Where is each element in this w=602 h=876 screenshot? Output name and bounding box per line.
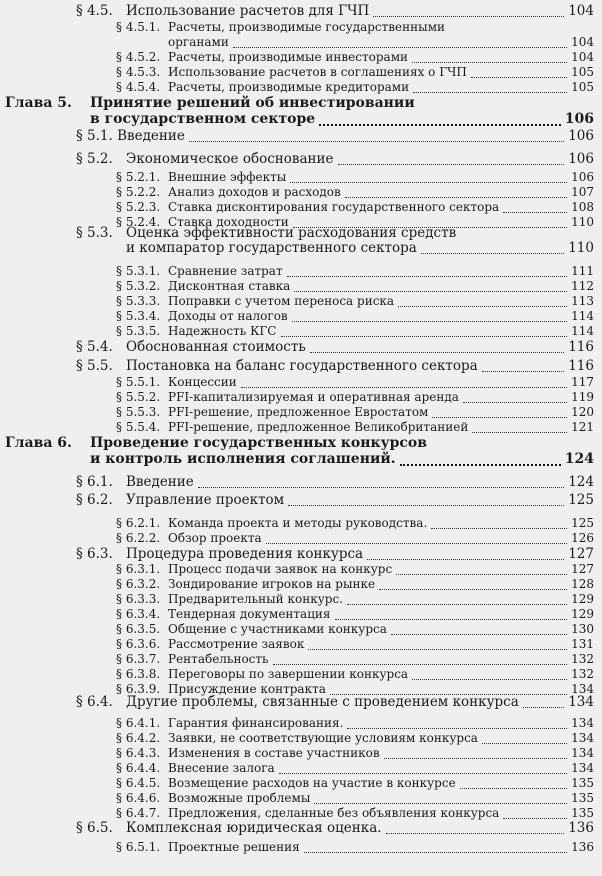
toc-title: Заявки, не соответствующие условиям конкурса [168, 731, 478, 745]
toc-number: § 6.3.3. [116, 592, 161, 606]
toc-number: § 6.4.2. [116, 731, 161, 745]
page-number: 104 [571, 35, 594, 49]
page-number: 134 [571, 761, 594, 775]
toc-title: Анализ доходов и расходов [168, 185, 341, 199]
toc-title: Ставка доходности [168, 215, 289, 229]
page-number: 107 [571, 185, 594, 199]
page-number: 135 [571, 776, 594, 790]
toc-number: § 6.2.1. [116, 516, 161, 530]
leader-dots [523, 706, 564, 708]
toc-title: Зондирование игроков на рынке [168, 577, 376, 591]
toc-title: Изменения в составе участников [168, 746, 380, 760]
toc-title: Принятие решений об инвестировании [90, 95, 415, 111]
toc-number: § 5.3.1. [116, 264, 161, 278]
leader-dots [384, 757, 567, 759]
toc-title: Экономическое обоснование [126, 151, 334, 167]
toc-title: Внесение залога [168, 761, 275, 775]
page-number: 106 [568, 128, 594, 144]
page-number: 112 [571, 279, 594, 293]
toc-title: PFI-капитализируемая и оперативная аренда [168, 390, 459, 404]
toc-title: Процесс подачи заявок на конкурс [168, 562, 393, 576]
page-number: 134 [571, 731, 594, 745]
toc-title: Постановка на баланс государственного сектора [126, 358, 478, 374]
leader-dots [432, 416, 567, 418]
page-number: 104 [568, 3, 594, 19]
toc-number: § 6.4.7. [116, 806, 161, 820]
page-number: 136 [571, 840, 594, 854]
leader-dots [287, 275, 567, 277]
toc-number: § 6.3.6. [116, 637, 161, 651]
leader-dots [386, 832, 564, 834]
toc-title: Ставка дисконтирования государственного сектора [168, 200, 500, 214]
page-number: 110 [568, 240, 594, 256]
toc-title: PFI-решение, предложенное Великобританией [168, 420, 469, 434]
page-number: 132 [571, 652, 594, 666]
toc-number: § 5.2.2. [116, 185, 161, 199]
leader-dots [367, 558, 564, 560]
page-number: 126 [571, 531, 594, 545]
page-number: 106 [571, 170, 594, 184]
leader-dots [233, 46, 567, 48]
toc-number: § 6.3.5. [116, 622, 161, 636]
toc-title: Доходы от налогов [168, 309, 288, 323]
toc-number: § 5.5.4. [116, 420, 161, 434]
toc-number: § 6.3.7. [116, 652, 161, 666]
leader-dots [189, 140, 564, 142]
toc-number: § 6.2. [76, 492, 113, 508]
leader-dots [396, 573, 567, 575]
leader-dots [310, 351, 564, 353]
page-number: 127 [571, 562, 594, 576]
page-number: 134 [571, 716, 594, 730]
toc-title: Проектные решения [168, 840, 300, 854]
leader-dots [347, 603, 567, 605]
leader-dots [294, 290, 567, 292]
toc-title: Оценка эффективности расходования средств [126, 225, 457, 241]
leader-dots [379, 588, 567, 590]
page-number: 124 [568, 474, 594, 490]
toc-number: § 6.4.1. [116, 716, 161, 730]
toc-title: Переговоры по завершении конкурса [168, 667, 409, 681]
leader-dots [482, 742, 567, 744]
page-number: 129 [571, 607, 594, 621]
leader-dots [198, 486, 564, 488]
leader-dots [345, 196, 567, 198]
page-number: 125 [568, 492, 594, 508]
toc-title: Общение с участниками конкурса [168, 622, 387, 636]
page-number: 116 [568, 358, 594, 374]
page-number: 105 [571, 65, 594, 79]
toc-title-line2: в государственном секторе [90, 111, 316, 127]
toc-title: Использование расчетов в соглашениях о ГЧП [168, 65, 467, 79]
leader-dots [463, 401, 567, 403]
page-number: 135 [571, 791, 594, 805]
toc-title: Рентабельность [168, 652, 269, 666]
toc-title: Введение [126, 474, 194, 490]
toc-title: Сравнение затрат [168, 264, 283, 278]
toc-title: Использование расчетов для ГЧП [126, 3, 370, 19]
toc-title: Присуждение контракта [168, 682, 326, 696]
page-number: 134 [568, 694, 594, 710]
leader-dots [412, 678, 567, 680]
toc-title: Дисконтная ставка [168, 279, 291, 293]
toc-number: § 4.5.4. [116, 80, 161, 94]
toc-number: § 5.5. [76, 358, 113, 374]
toc-number: § 4.5. [76, 3, 113, 19]
toc-number: § 6.4.4. [116, 761, 161, 775]
toc-number: § 4.5.2. [116, 50, 161, 64]
page-number: 111 [571, 264, 594, 278]
leader-dots [279, 772, 567, 774]
page-number: 117 [571, 375, 594, 389]
leader-dots [273, 663, 567, 665]
page-number: 128 [571, 577, 594, 591]
leader-dots [288, 504, 564, 506]
leader-dots [460, 787, 567, 789]
leader-dots [281, 335, 567, 337]
toc-number: § 5.2.4. [116, 215, 161, 229]
toc-title-line2: органами [168, 35, 229, 49]
leader-dots [347, 727, 567, 729]
page-number: 124 [564, 451, 594, 467]
toc-title: Обоснованная стоимость [126, 339, 306, 355]
page-number: 127 [568, 546, 594, 562]
page-number: 134 [571, 682, 594, 696]
page-number: 106 [564, 111, 594, 127]
leader-dots [472, 431, 567, 433]
toc-number: § 6.1. [76, 474, 113, 490]
leader-dots [482, 370, 564, 372]
leader-dots [503, 211, 567, 213]
toc-title: Процедура проведения конкурса [126, 546, 364, 562]
toc-title: § 5.1. Введение [76, 128, 185, 144]
page-number: 104 [571, 50, 594, 64]
toc-title: Надежность КГС [168, 324, 277, 338]
leader-dots [266, 542, 567, 544]
leader-dots [413, 91, 567, 93]
page-number: 135 [571, 806, 594, 820]
toc-number: § 5.4. [76, 339, 113, 355]
toc-number: § 5.2. [76, 151, 113, 167]
toc-number: § 6.3.2. [116, 577, 161, 591]
toc-number: § 4.5.3. [116, 65, 161, 79]
toc-number: § 6.5. [76, 820, 113, 836]
page-number: 125 [571, 516, 594, 530]
toc-title: Обзор проекта [168, 531, 262, 545]
leader-dots [373, 15, 564, 17]
toc-title: Возможные проблемы [168, 791, 311, 805]
toc-number: § 5.3.5. [116, 324, 161, 338]
toc-title: Другие проблемы, связанные с проведением конкурса [126, 694, 519, 710]
leader-dots [503, 817, 567, 819]
page-number: 134 [571, 746, 594, 760]
toc-title: Управление проектом [126, 492, 285, 508]
toc-number: § 4.5.1. [116, 20, 161, 34]
toc-number: § 6.3.1. [116, 562, 161, 576]
toc-number: § 6.5.1. [116, 840, 161, 854]
leader-dots [304, 851, 567, 853]
page-number: 132 [571, 667, 594, 681]
leader-dots [398, 305, 567, 307]
page-number: 129 [571, 592, 594, 606]
leader-dots [335, 618, 567, 620]
toc-title: Гарантия финансирования. [168, 716, 344, 730]
page-number: 106 [568, 151, 594, 167]
toc-number: § 5.3. [76, 225, 113, 241]
toc-title: Рассмотрение заявок [168, 637, 305, 651]
leader-dots [314, 802, 567, 804]
toc-number: § 5.3.2. [116, 279, 161, 293]
page-number: 113 [571, 294, 594, 308]
toc-number: Глава 5. [5, 95, 72, 111]
toc-number: § 5.2.3. [116, 200, 161, 214]
page-number: 130 [571, 622, 594, 636]
page-number: 105 [571, 80, 594, 94]
leader-dots [400, 463, 561, 466]
toc-number: § 6.3. [76, 546, 113, 562]
toc-title: Предварительный конкурс. [168, 592, 343, 606]
leader-dots [290, 181, 567, 183]
toc-number: § 6.4.6. [116, 791, 161, 805]
leader-dots [431, 527, 567, 529]
toc-title: Комплексная юридическая оценка. [126, 820, 382, 836]
page-number: 110 [571, 215, 594, 229]
page-number: 136 [568, 820, 594, 836]
toc-number: § 6.3.8. [116, 667, 161, 681]
page-number: 131 [571, 637, 594, 651]
toc-number: § 6.4.3. [116, 746, 161, 760]
toc-number: § 5.2.1. [116, 170, 161, 184]
leader-dots [319, 123, 561, 126]
toc-title: Расчеты, производимые кредиторами [168, 80, 410, 94]
toc-number: § 5.3.3. [116, 294, 161, 308]
toc-number: § 5.3.4. [116, 309, 161, 323]
toc-title-line2: и контроль исполнения соглашений. [90, 451, 396, 467]
toc-title: Концессии [168, 375, 237, 389]
page-number: 116 [568, 339, 594, 355]
toc-title: PFI-решение, предложенное Евростатом [168, 405, 429, 419]
page-number: 114 [571, 309, 594, 323]
toc-title: Проведение государственных конкурсов [90, 435, 427, 451]
toc-title: Команда проекта и методы руководства. [168, 516, 428, 530]
toc-title-line2: и компаратор государственного сектора [126, 240, 417, 256]
toc-number: Глава 6. [5, 435, 72, 451]
page-number: 114 [571, 324, 594, 338]
page-number: 121 [571, 420, 594, 434]
toc-title: Поправки с учетом переноса риска [168, 294, 395, 308]
toc-number: § 6.4.5. [116, 776, 161, 790]
toc-number: § 5.5.1. [116, 375, 161, 389]
toc-title: Внешние эффекты [168, 170, 287, 184]
leader-dots [412, 61, 567, 63]
leader-dots [292, 320, 567, 322]
leader-dots [338, 163, 564, 165]
page-number: 119 [571, 390, 594, 404]
leader-dots [241, 386, 567, 388]
leader-dots [308, 648, 567, 650]
toc-number: § 5.5.2. [116, 390, 161, 404]
toc-number: § 5.5.3. [116, 405, 161, 419]
toc-title: Тендерная документация [168, 607, 331, 621]
toc-title: Расчеты, производимые инвесторами [168, 50, 409, 64]
leader-dots [471, 76, 567, 78]
leader-dots [391, 633, 567, 635]
toc-title: Возмещение расходов на участие в конкурсе [168, 776, 456, 790]
toc-number: § 6.4. [76, 694, 113, 710]
leader-dots [421, 252, 564, 254]
page-number: 120 [571, 405, 594, 419]
toc-number: § 6.2.2. [116, 531, 161, 545]
page-number: 108 [571, 200, 594, 214]
toc-title: Предложения, сделанные без объявления конкурса [168, 806, 500, 820]
toc-number: § 6.3.4. [116, 607, 161, 621]
toc-number: § 6.3.9. [116, 682, 161, 696]
toc-title: Расчеты, производимые государственными [168, 20, 446, 34]
